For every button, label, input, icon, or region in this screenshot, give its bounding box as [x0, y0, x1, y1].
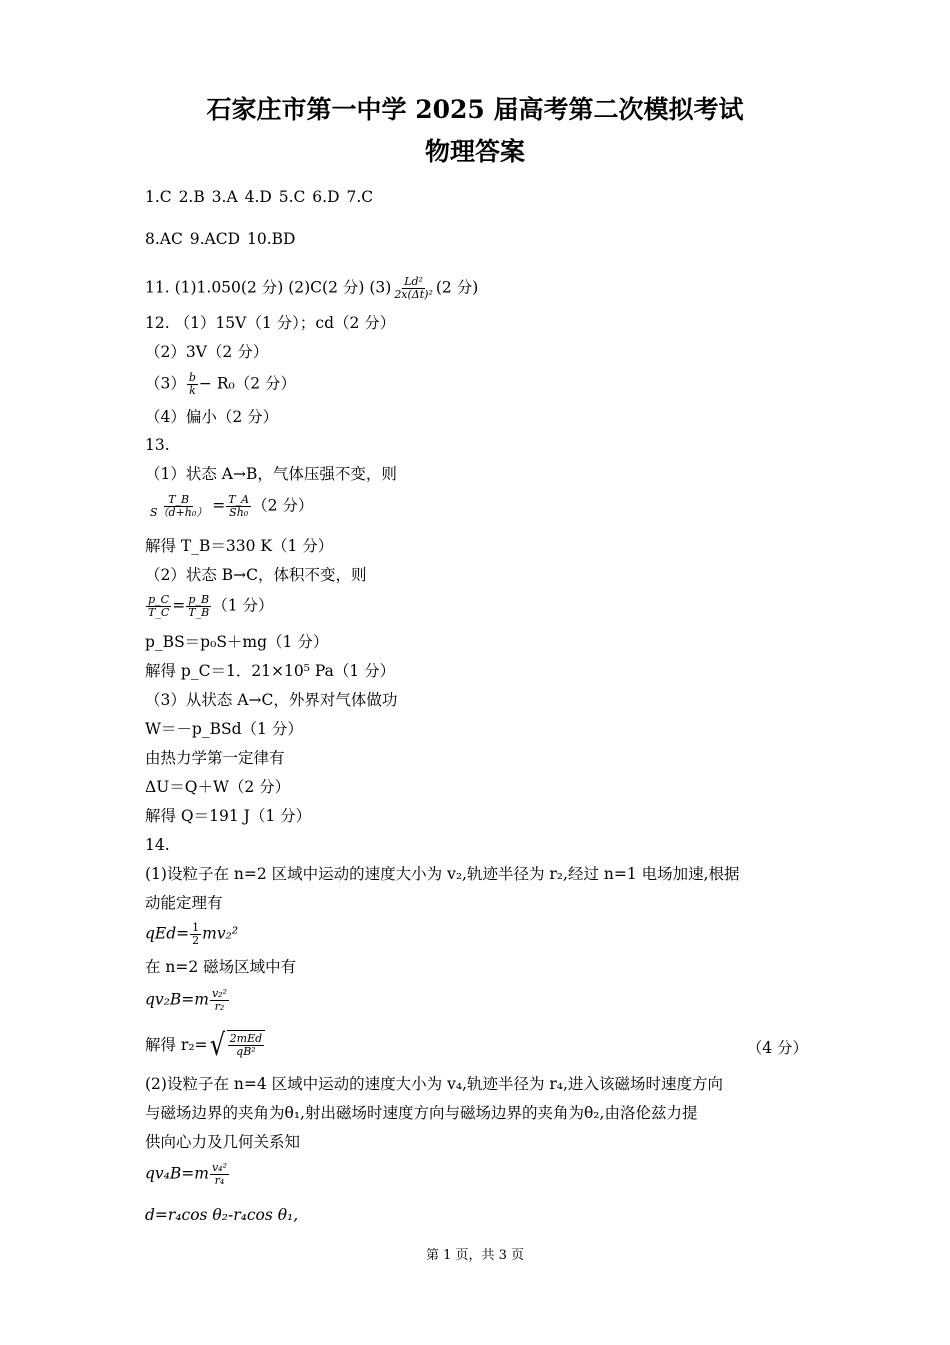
q12-fraction: $\frac{b}{k}$: [188, 371, 196, 397]
square-root: √ $\frac{\text{2mEd}}{\text{qB²}}$: [208, 1030, 266, 1062]
q14-score-1: （4 分）: [746, 1039, 808, 1057]
q14-para-2c: 供向心力及几何关系知: [145, 1133, 301, 1151]
q11-fraction: $\frac{\text{Ld²}}{\text{2x(Δt)²}}$: [394, 275, 433, 301]
q14-line-2: 在 n=2 磁场区域中有: [145, 958, 297, 976]
q14-frac-half: $\frac{1}{2}$: [192, 921, 200, 947]
q13-line-9: W＝－p_BSd（1 分）: [145, 720, 303, 738]
q12-line-2: （2）3V（2 分）: [145, 343, 269, 361]
q14-heading: 14.: [145, 836, 170, 854]
q12-line-4: （4）偏小（2 分）: [145, 408, 279, 426]
q14-para-1b: 动能定理有: [145, 894, 223, 912]
mc-answers-row-1: 1.C 2.B 3.A 4.D 5.C 6.D 7.C: [145, 188, 374, 206]
q13-eq-2: $\frac{p\_C}{T\_C}$ = $\frac{p\_B}{T\_B}$ （1 分）: [148, 593, 274, 619]
q14-eq-1: qEd= $\frac{1}{2}$ mv₂²: [145, 921, 239, 947]
q13-line-3: 解得 T_B＝330 K（1 分）: [145, 537, 334, 555]
q12-line-3: （3） $\frac{b}{k}$ − R₀（2 分）: [145, 371, 297, 397]
q14-frac-2: $\frac{\text{v₂²}}{\text{r₂}}$: [211, 987, 228, 1013]
q13-line-8: （3）从状态 A→C，外界对气体做功: [145, 691, 398, 709]
page-number: 第 1 页，共 3 页: [425, 1248, 525, 1263]
document-subtitle: 物理答案: [424, 137, 525, 166]
q13-eq-1: $\frac{T\_B}{\text{S（d+h₀）}}$ = $\frac{T\_A}{\text{Sh₀}}$ （2 分）: [145, 494, 313, 519]
q13-line-6: p_BS＝p₀S＋mg（1 分）: [145, 633, 329, 651]
q13-frac-2: $\frac{T\_A}{\text{Sh₀}}$: [228, 493, 250, 519]
q13-line-1: （1）状态 A→B，气体压强不变，则: [145, 465, 397, 483]
q13-frac-3: $\frac{p\_C}{T\_C}$: [148, 593, 170, 619]
q14-eq-5: d=r₄cos θ₂-r₄cos θ₁,: [145, 1206, 299, 1224]
q11-answer: 11. (1)1.050(2 分) (2)C(2 分) (3) $\frac{\text{Ld²}}{\text{2x(Δt)²}}$ (2 分): [145, 275, 479, 301]
q14-para-2b: 与磁场边界的夹角为θ₁,射出磁场时速度方向与磁场边界的夹角为θ₂,由洛伦兹力提: [145, 1104, 698, 1122]
q13-frac-4: $\frac{p\_B}{T\_B}$: [188, 593, 210, 619]
q14-frac-4: $\frac{\text{v₄²}}{\text{r₄}}$: [211, 1161, 228, 1187]
q13-line-12: 解得 Q＝191 J（1 分）: [145, 807, 312, 825]
q13-line-7: 解得 p_C＝1．21×10⁵ Pa（1 分）: [145, 662, 396, 680]
document-title: 石家庄市第一中学 2025 届高考第二次模拟考试: [206, 95, 744, 124]
q13-heading: 13.: [145, 436, 170, 454]
q14-frac-3: $\frac{\text{2mEd}}{\text{qB²}}$: [229, 1032, 263, 1058]
q13-line-10: 由热力学第一定律有: [145, 749, 285, 767]
q14-para-1a: (1)设粒子在 n=2 区域中运动的速度大小为 v₂,轨迹半径为 r₂,经过 n=1 电场加速,根据: [145, 865, 740, 883]
q14-para-2a: (2)设粒子在 n=4 区域中运动的速度大小为 v₄,轨迹半径为 r₄,进入该磁场时速度方向: [145, 1075, 723, 1093]
q14-eq-4: qv₄B=m $\frac{\text{v₄²}}{\text{r₄}}$: [145, 1161, 228, 1187]
q13-frac-1: $\frac{T\_B}{\text{S（d+h₀）}}$: [150, 493, 208, 519]
q14-eq-2: qv₂B=m $\frac{\text{v₂²}}{\text{r₂}}$: [145, 987, 228, 1013]
q13-line-4: （2）状态 B→C，体积不变，则: [145, 566, 367, 584]
q12-line-1: 12. （1）15V（1 分）；cd（2 分）: [145, 314, 396, 332]
mc-answers-row-2: 8.AC 9.ACD 10.BD: [145, 230, 296, 248]
q14-eq-3: 解得 r₂= √ $\frac{\text{2mEd}}{\text{qB²}}$: [145, 1030, 265, 1062]
q13-line-11: ΔU＝Q＋W（2 分）: [145, 778, 291, 796]
